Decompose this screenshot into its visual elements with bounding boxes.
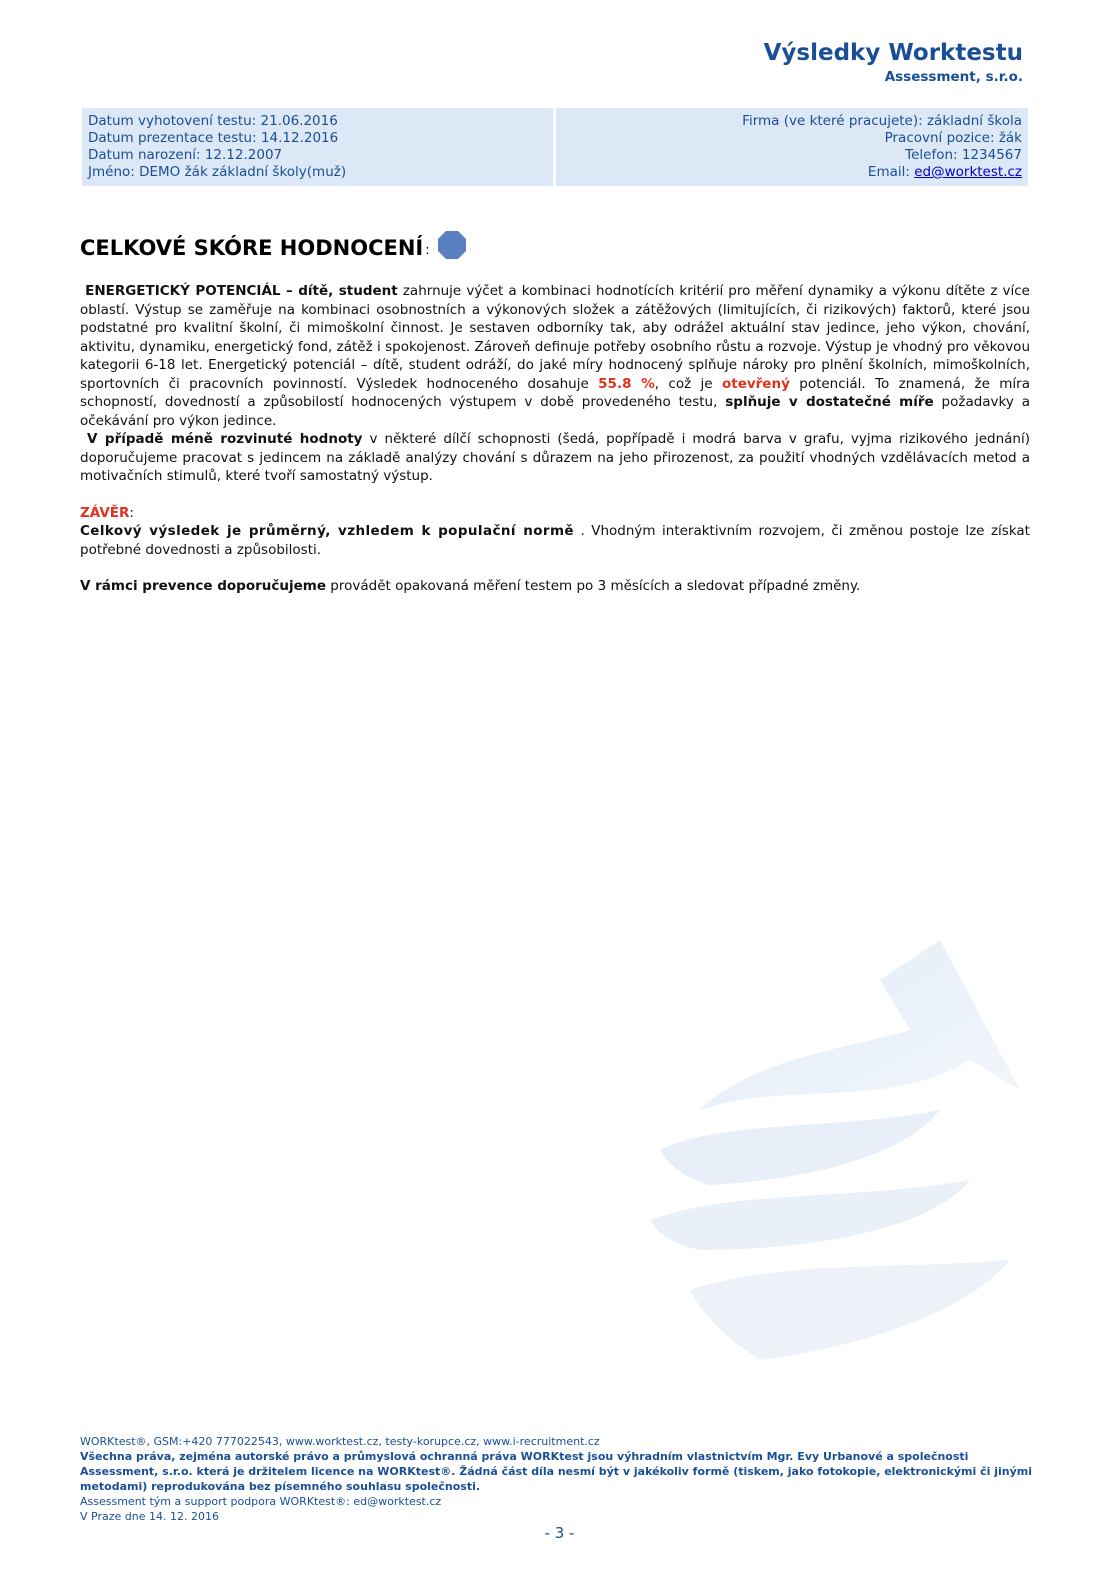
contact-details (556, 108, 1028, 186)
report-title: Výsledky Worktestu (763, 40, 1023, 66)
overall-score (80, 230, 467, 262)
position-field: Pracovní pozice: žák (884, 130, 1022, 146)
report-body (80, 282, 1030, 596)
page-number: - 3 - (544, 1524, 575, 1542)
score-indicator-icon (437, 230, 467, 260)
conclusion-result: Celkový výsledek je průměrný, vzhledem k populační normě (80, 523, 574, 539)
score-indicator-octagon (438, 231, 466, 259)
conclusion-heading (80, 504, 1030, 523)
test-created-date: Datum vyhotovení testu: 21.06.2016 (88, 113, 338, 129)
company-name: Assessment, s.r.o. (884, 69, 1023, 85)
birth-date: Datum narození: 12.12.2007 (88, 147, 283, 163)
info-panel (82, 108, 1028, 186)
prevention-note (80, 577, 1030, 596)
email-label: Email: (867, 164, 915, 180)
conclusion-colon: : (129, 504, 134, 521)
potential-title: ENERGETICKÝ POTENCIÁL – dítě, student (85, 283, 398, 299)
conclusion-detail: . Vhodným interaktivním rozvojem, či změnou postoje lze získat potřebné dovednosti a způsobilosti. (80, 523, 1030, 558)
footer-support: Assessment tým a support podpora WORKtest®: ed@worktest.cz (80, 1495, 442, 1508)
prevention-text: provádět opakovaná měření testem po 3 měsících a sledovat případné změny. (325, 578, 861, 594)
requirement-status: splňuje v dostatečné míře (725, 394, 934, 410)
potential-text: zahrnuje výčet a kombinaci hodnotících kritérií pro měření dynamiky a výkonu dítěte z více oblastí. Výstup se zaměřuje na kombinaci osobnostních a výkonových složek a zátěžových (limitujících, či rizikových) faktorů, které jsou podstatné pro kvalitní školní, či mimoškolní činnost. Je sestaven odborníky tak, aby odrážel aktuální stav jedince, jeho výkon, chování, aktivitu, dynamiku, energetický fond, zátěž i spokojenost. Zároveň definuje potřeby osobního růstu a rozvoje. Výstup je vhodný pro věkovou kategorii 6-18 let. Energetický potenciál – dítě, student odráží, do jaké míry hodnocený splňuje nároky pro plnění školních, mimoškolních, sportovních či pracovních povinností. Výsledek hodnoceného dosahuje (80, 283, 1030, 392)
score-colon: : (425, 243, 430, 258)
prevention-lead: V rámci prevence doporučujeme (80, 578, 326, 594)
company-field: Firma (ve které pracujete): základní škola (742, 113, 1022, 129)
conclusion-label: ZÁVĚR (80, 504, 130, 521)
test-presented-date: Datum prezentace testu: 14.12.2016 (88, 130, 339, 146)
potential-level: otevřený (721, 375, 790, 392)
test-details (82, 108, 553, 186)
phone-field: Telefon: 1234567 (905, 147, 1022, 163)
person-name: Jméno: DEMO žák základní školy(muž) (88, 164, 347, 180)
score-heading: CELKOVÉ SKÓRE HODNOCENÍ (80, 236, 424, 260)
potential-description (80, 282, 1030, 430)
footer-copyright: Všechna práva, zejména autorské právo a průmyslová ochranná práva WORKtest jsou výhradním vlastnictvím Mgr. Evy Urbanové a společnosti Assessment, s.r.o. která je držitelem licence na WORKtest®. Žádná část díla nesmí být v jakékoliv formě (tiskem, jako fotokopie, elektronickými či jinými metodami) reprodukována bez písemného souhlasu společnosti. (80, 1450, 1033, 1493)
potential-text-3: potenciál. To znamená, že míra schopností, dovedností a způsobilostí hodnocených výstupem v době provedeného testu, (80, 375, 1030, 410)
potential-text-4: požadavky a očekávání pro výkon jedince. (80, 394, 1031, 429)
report-header (764, 38, 1023, 86)
score-percent: 55.8 % (598, 375, 655, 392)
email-link[interactable]: ed@worktest.cz (914, 164, 1022, 180)
email-field (562, 164, 1022, 181)
development-text: v některé dílčí schopnosti (šedá, popřípadě i modrá barva v grafu, vyjma rizikového jednání) doporučujeme pracovat s jedincem na základě analýzy chování s důrazem na jeho přirozenost, za použití vhodných vzdělávacích metod a motivačních stimulů, které tvoří samostatný výstup. (80, 431, 1030, 484)
footer-date: V Praze dne 14. 12. 2016 (80, 1510, 219, 1523)
development-recommendation (80, 430, 1030, 486)
worktest-watermark-logo (640, 940, 1020, 1370)
potential-text-2: , což je (654, 375, 722, 392)
conclusion-text (80, 522, 1030, 559)
page-footer (80, 1434, 1040, 1524)
footer-contacts: WORKtest®, GSM:+420 777022543, www.worktest.cz, testy-korupce.cz, www.i-recruitment.cz (80, 1435, 600, 1448)
development-lead: V případě méně rozvinuté hodnoty (87, 431, 363, 447)
